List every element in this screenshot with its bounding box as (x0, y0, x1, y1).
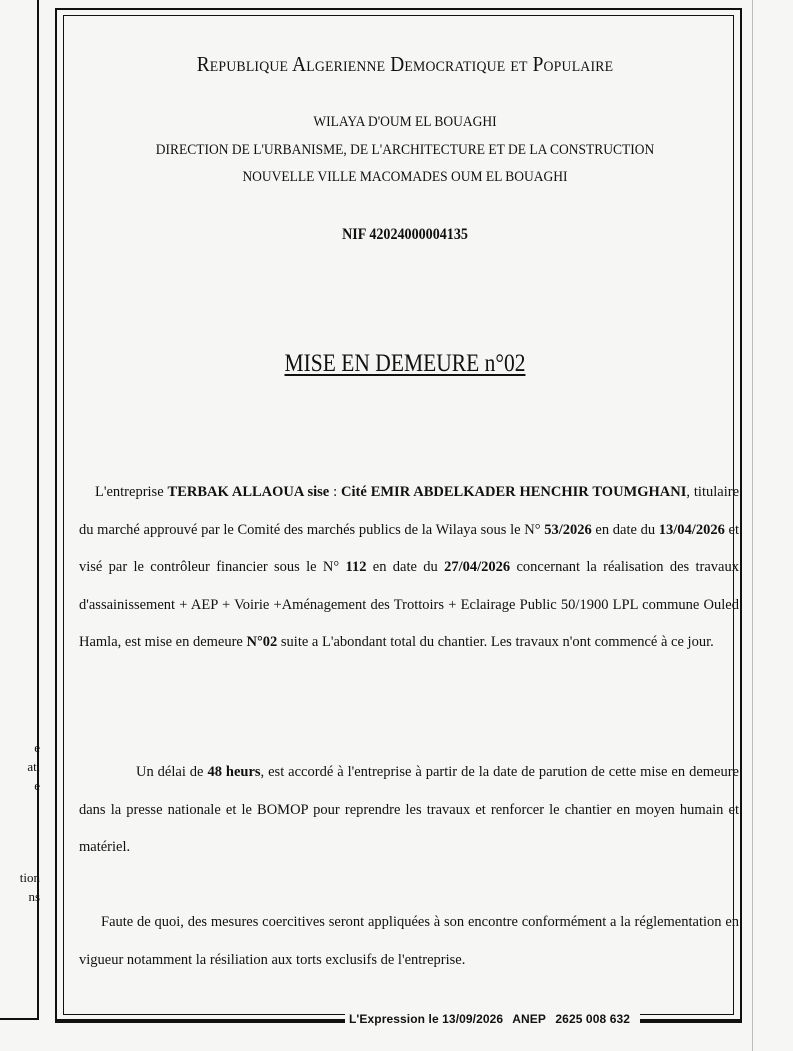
nif-number: NIF 42024000004135 (342, 226, 468, 243)
adjacent-text-fragment: e (34, 740, 40, 755)
market-number: 53/2026 (544, 521, 592, 538)
column-bottom-rule (0, 1018, 39, 1020)
publication-reference: 2625 008 632 (555, 1012, 631, 1026)
country-title: Republique Algerienne Democratique et Populaire (196, 52, 614, 76)
notice-number: N°02 (246, 634, 278, 650)
visa-date: 27/04/2026 (444, 559, 511, 575)
direction-line: DIRECTION DE L'URBANISME, DE L'ARCHITECTURE ET DE LA CONSTRUCTION (155, 142, 655, 158)
adjacent-text-fragment: ns (28, 889, 40, 904)
p1-text: et visé par le contrôleur financier sous le N° (79, 521, 739, 575)
publication-agency: ANEP (512, 1012, 546, 1026)
publication-footer (345, 1012, 640, 1026)
market-date: 13/04/2026 (658, 521, 725, 538)
company-name: TERBAK ALLAOUA sise (167, 484, 330, 500)
p1-text: L'entreprise (95, 484, 168, 500)
p2-text: Un délai de (136, 764, 208, 780)
paragraph-2 (79, 754, 739, 867)
visa-number: 112 (345, 559, 367, 575)
p1-text: : (329, 484, 342, 500)
page-right-rule (752, 0, 753, 1051)
p1-text: , titulaire du marché approuvé par le Comité des marchés publics de la Wilaya sous le N° (79, 484, 740, 538)
notice-title: MISE EN DEMEURE n°02 (284, 350, 526, 377)
wilaya-line: WILAYA D'OUM EL BOUAGHI (313, 114, 497, 130)
delay-duration: 48 heurs (207, 764, 261, 780)
adjacent-column-fragment (0, 0, 40, 1051)
location-line: NOUVELLE VILLE MACOMADES OUM EL BOUAGHI (242, 169, 568, 185)
p1-text: en date du (366, 559, 445, 575)
paragraph-3 (79, 904, 739, 979)
p1-text: suite a L'abondant total du chantier. Les travaux n'ont commencé à ce jour. (277, 634, 714, 650)
publication-name-date: L'Expression le 13/09/2026 (349, 1012, 504, 1026)
company-address: Cité EMIR ABDELKADER HENCHIR TOUMGHANI (341, 484, 687, 500)
column-divider (37, 0, 39, 1018)
p1-text: concernant la réalisation des travaux d'assainissement + AEP + Voirie +Aménagement des Trottoirs + Eclairage Public 50/1900 LPL commune Ouled Hamla, est mise en demeure (79, 559, 739, 650)
adjacent-text-fragment: at, (27, 759, 40, 774)
adjacent-text-fragment: e (34, 778, 40, 793)
p3-text: Faute de quoi, des mesures coercitives seront appliquées à son encontre conformément a la réglementation en vigueur notamment la résiliation aux torts exclusifs de l'entreprise. (79, 914, 739, 968)
adjacent-text-fragment: tion (19, 870, 40, 885)
paragraph-1 (79, 474, 739, 662)
p2-text: , est accordé à l'entreprise à partir de la date de parution de cette mise en demeure dans la presse nationale et le BOMOP pour reprendre les travaux et renforcer le chantier en moyen humain et matériel. (79, 764, 739, 855)
p1-text: en date du (591, 521, 659, 538)
